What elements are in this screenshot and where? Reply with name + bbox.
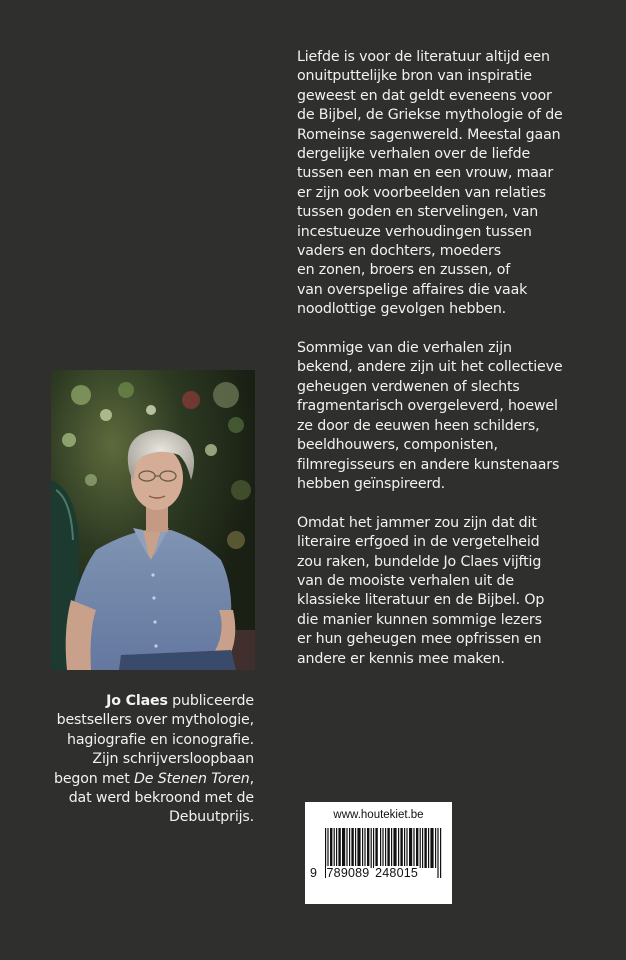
debut-book-title: De Stenen Toren — [134, 770, 250, 787]
isbn-prefix: 9 — [310, 866, 318, 880]
blurb-paragraph-1 — [297, 48, 597, 320]
isbn-barcode — [305, 802, 452, 904]
isbn-group-1: 789089 — [326, 866, 370, 880]
blurb-line: dergelijke verhalen over de liefde — [297, 146, 531, 163]
publisher-url: www.houtekiet.be — [333, 809, 424, 821]
blurb-line: geweest en dat geldt eveneens voor — [297, 87, 552, 104]
blurb-line: noodlottige gevolgen hebben. — [297, 301, 507, 318]
blurb-line: er zijn ook voorbeelden van relaties — [297, 184, 546, 201]
blurb-line: klassieke literatuur en de Bijbel. Op — [297, 592, 545, 609]
blurb-line: de Bijbel, de Griekse mythologie of de — [297, 107, 563, 124]
blurb-line: tussen goden en stervelingen, van — [297, 204, 539, 221]
blurb-line: Omdat het jammer zou zijn dat dit — [297, 514, 537, 531]
back-cover-blurb — [297, 48, 597, 688]
isbn-group-2: 248015 — [375, 866, 419, 880]
blurb-line: van overspelige affaires die vaak — [297, 281, 528, 298]
blurb-line: onuitputtelijke bron van inspiratie — [297, 68, 532, 85]
bio-line: Debuutprijs. — [168, 809, 254, 826]
blurb-line: en zonen, broers en zussen, of — [297, 262, 511, 279]
bio-line: hagiografie en iconografie. — [66, 731, 254, 748]
author-photo — [51, 370, 255, 670]
blurb-line: die manier kunnen sommige lezers — [297, 611, 542, 628]
blurb-line: ze door de eeuwen heen schilders, — [297, 417, 540, 434]
bio-line — [40, 692, 254, 711]
isbn-number — [309, 866, 419, 880]
blurb-paragraph-2 — [297, 339, 597, 494]
blurb-line: Romeinse sagenwereld. Meestal gaan — [297, 126, 561, 143]
blurb-line: zou raken, bundelde Jo Claes vijftig — [297, 553, 542, 570]
blurb-line: hebben geïnspireerd. — [297, 475, 446, 492]
blurb-line: literaire erfgoed in de vergetelheid — [297, 534, 540, 551]
bio-text: , — [249, 770, 254, 787]
bio-line: bestsellers over mythologie, — [56, 712, 254, 729]
blurb-line: bekend, andere zijn uit het collectieve — [297, 359, 563, 376]
bio-line — [40, 770, 254, 789]
bio-line: dat werd bekroond met de — [68, 790, 254, 807]
blurb-line: van de mooiste verhalen uit de — [297, 572, 514, 589]
blurb-line: er hun geheugen mee opfrissen en — [297, 631, 542, 648]
blurb-line: andere er kennis mee maken. — [297, 650, 505, 667]
blurb-line: tussen een man en een vrouw, maar — [297, 165, 554, 182]
author-bio — [40, 692, 254, 828]
blurb-line: filmregisseurs en andere kunstenaars — [297, 456, 560, 473]
bio-text: begon met — [53, 770, 135, 787]
blurb-line: beeldhouwers, componisten, — [297, 437, 498, 454]
blurb-line: fragmentarisch overgeleverd, hoewel — [297, 398, 558, 415]
author-name: Jo Claes — [106, 693, 168, 709]
blurb-line: incestueuze verhoudingen tussen — [297, 223, 532, 240]
blurb-line: Liefde is voor de literatuur altijd een — [297, 49, 550, 65]
bio-line: Zijn schrijversloopbaan — [92, 751, 254, 768]
blurb-line: geheugen verdwenen of slechts — [297, 378, 520, 395]
bio-text: publiceerde — [167, 693, 254, 709]
blurb-paragraph-3 — [297, 514, 597, 669]
blurb-line: Sommige van die verhalen zijn — [297, 340, 512, 357]
blurb-line: vaders en dochters, moeders — [297, 243, 501, 260]
